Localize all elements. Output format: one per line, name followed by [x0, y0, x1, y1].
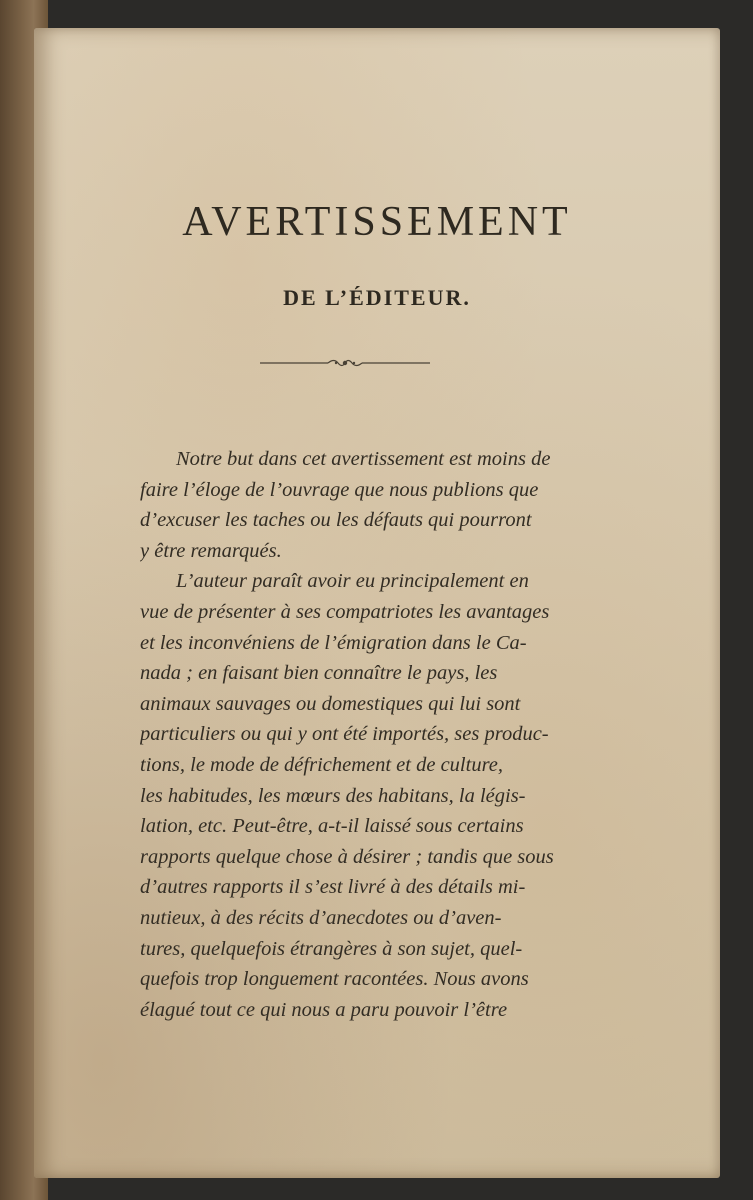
- text-line: tions, le mode de défrichement et de culture,: [140, 753, 504, 776]
- text-line: élagué tout ce qui nous a paru pouvoir l’être: [140, 998, 508, 1021]
- body-paragraphs: [140, 444, 610, 1025]
- text-line: d’excuser les taches ou les défauts qui pourront: [140, 509, 532, 532]
- text-line: d’autres rapports il s’est livré à des détails mi-: [140, 876, 526, 899]
- page-subtitle: DE L’ÉDITEUR.: [283, 285, 471, 310]
- text-line: et les inconvéniens de l’émigration dans le Ca-: [140, 631, 527, 654]
- text-line: animaux sauvages ou domestiques qui lui sont: [140, 692, 521, 715]
- text-line: rapports quelque chose à désirer ; tandis que sous: [140, 845, 554, 868]
- text-line: vue de présenter à ses compatriotes les avantages: [140, 600, 550, 623]
- text-line: les habitudes, les mœurs des habitans, la légis-: [140, 784, 526, 807]
- text-line: nada ; en faisant bien connaître le pays, les: [140, 662, 498, 685]
- text-line: particuliers ou qui y ont été importés, ses produc-: [140, 723, 549, 746]
- text-line: tures, quelquefois étrangères à son sujet, quel-: [140, 937, 523, 960]
- text-line: quefois trop longuement racontées. Nous avons: [140, 968, 529, 991]
- text-line: y être remarqués.: [140, 539, 282, 562]
- ornamental-divider-icon: [260, 355, 430, 371]
- text-line: faire l’éloge de l’ouvrage que nous publions que: [140, 478, 539, 501]
- text-line: L’auteur paraît avoir eu principalement en: [176, 570, 529, 593]
- text-line: lation, etc. Peut-être, a-t-il laissé sous certains: [140, 815, 524, 838]
- book-page: [34, 28, 720, 1178]
- page-title: AVERTISSEMENT: [182, 199, 572, 245]
- text-line: Notre but dans cet avertissement est moins de: [176, 448, 551, 470]
- text-line: nutieux, à des récits d’anecdotes ou d’aven-: [140, 906, 502, 929]
